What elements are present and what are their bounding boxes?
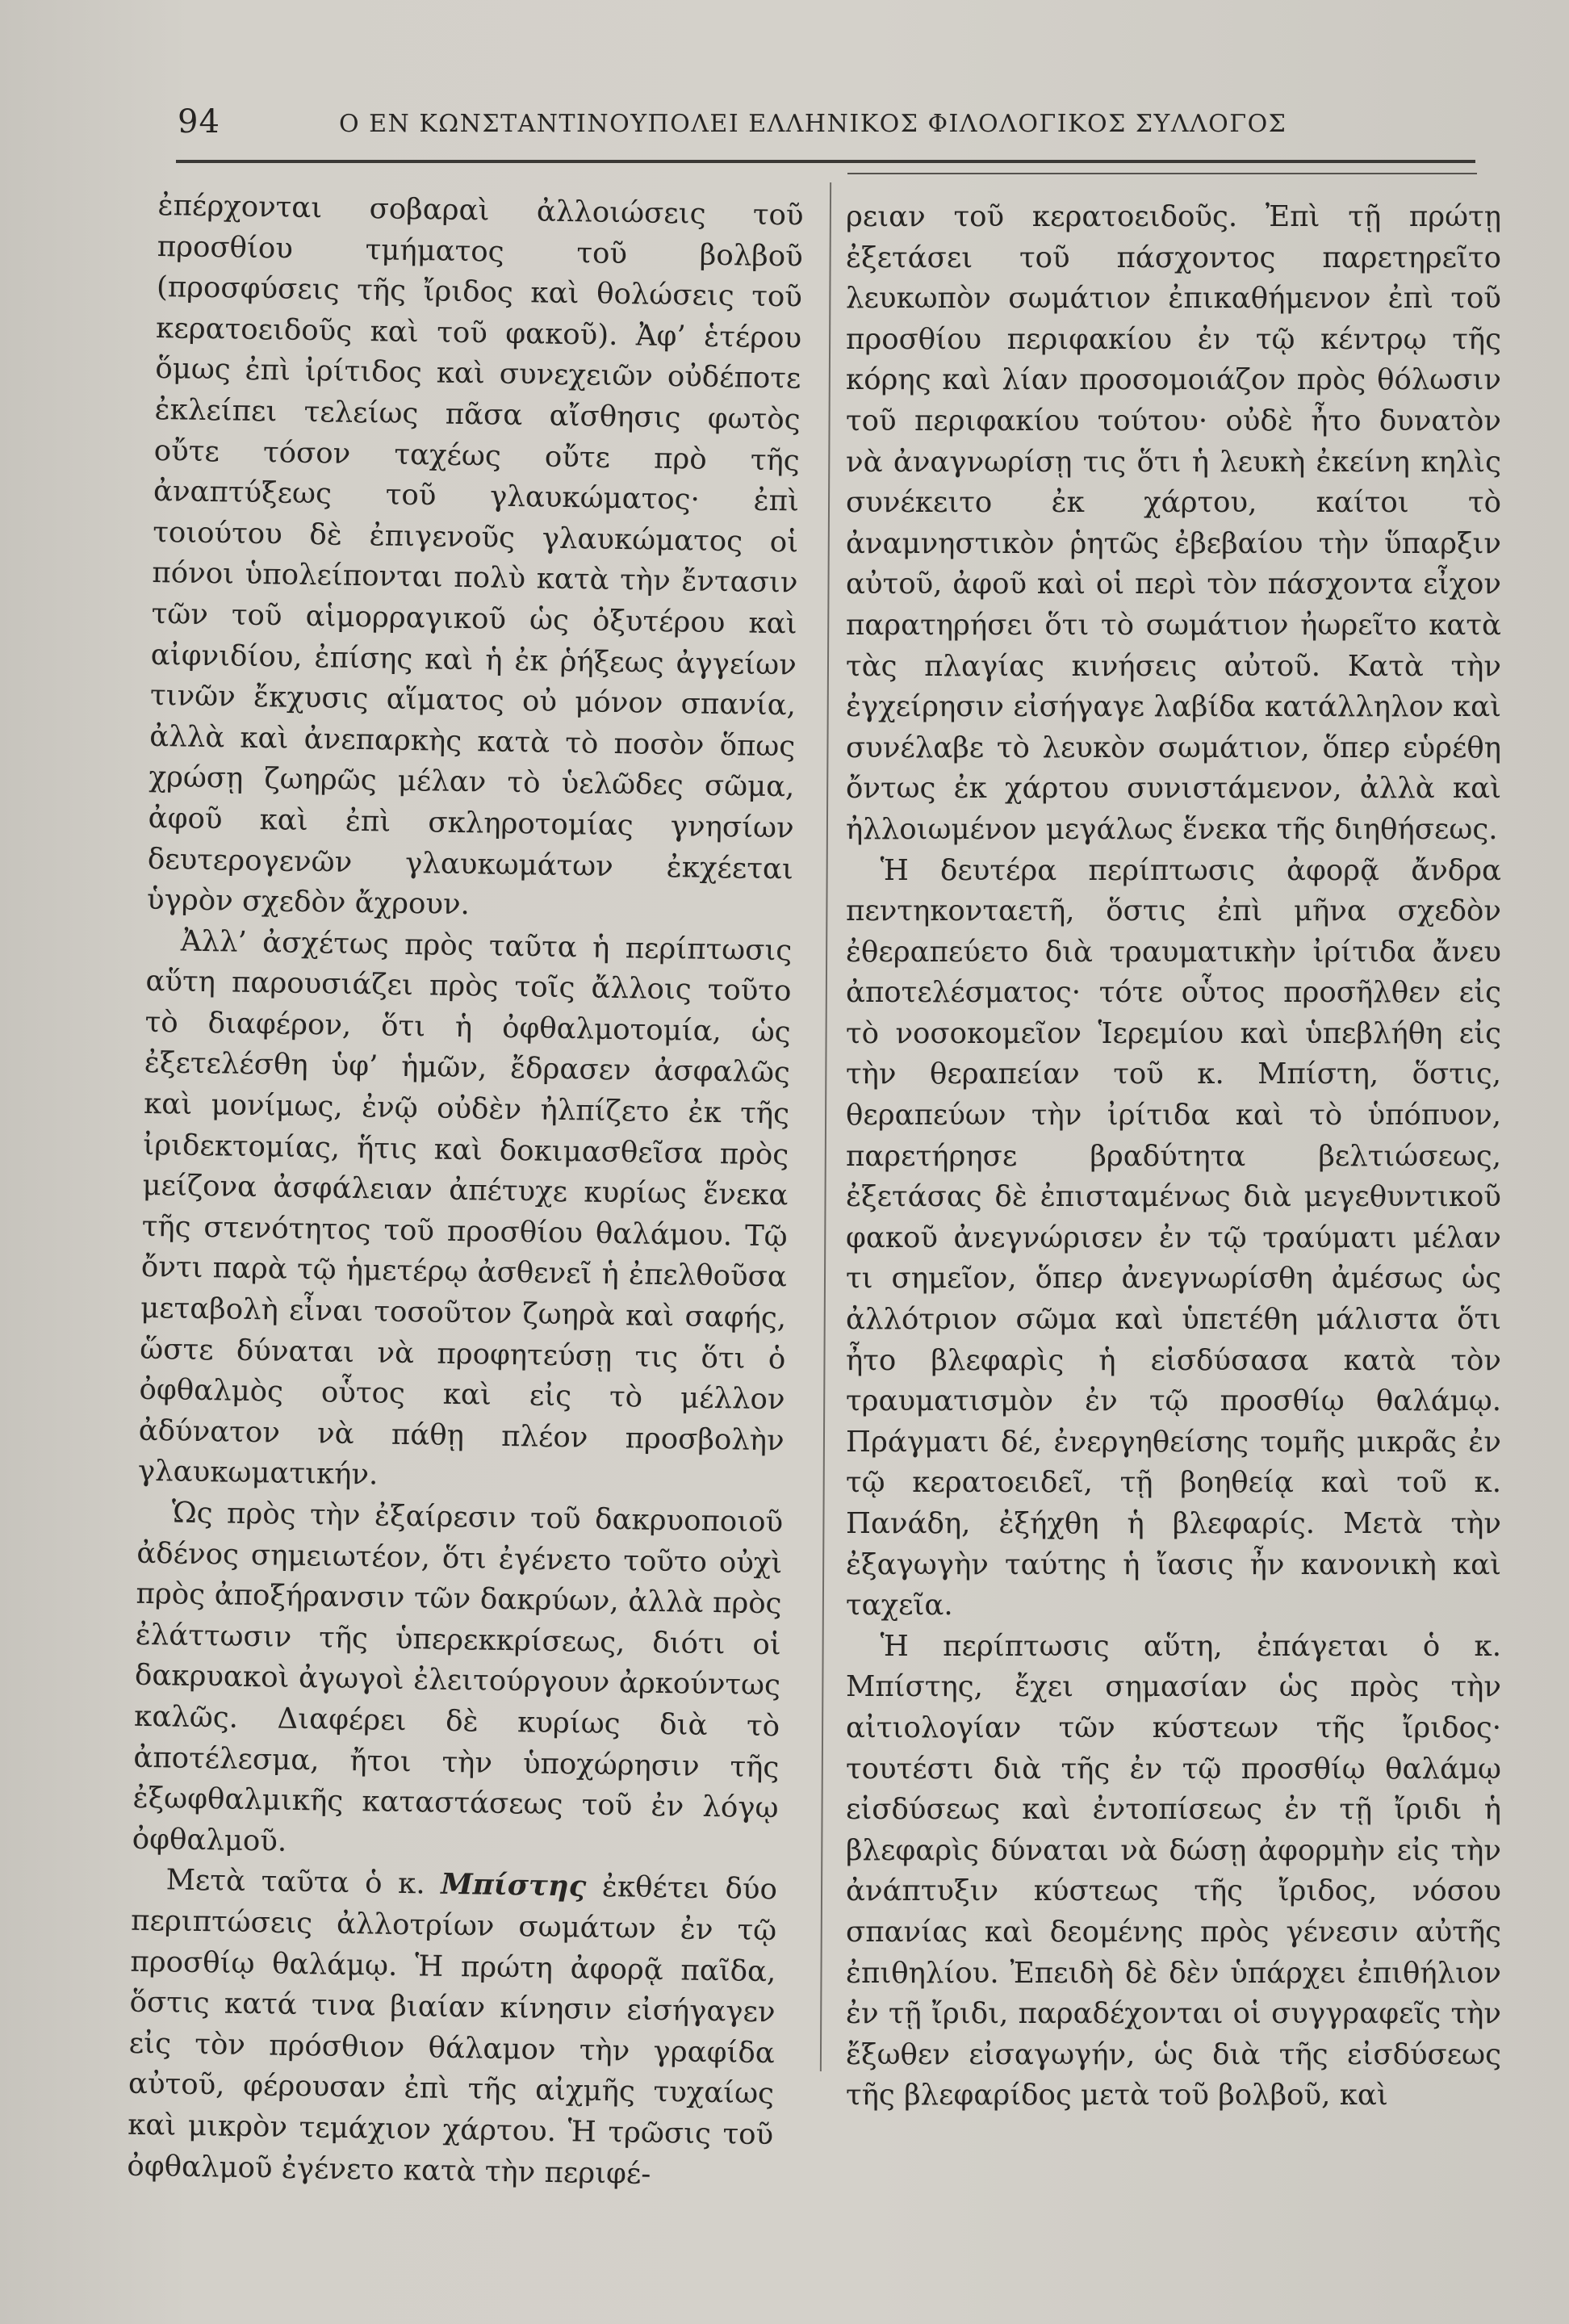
right-paragraph-1: ρειαν τοῦ κερατοειδοῦς. Ἐπὶ τῇ πρώτῃ ἐξετάσει τοῦ πάσχοντος παρετηρεῖτο λευκωπὸν σωμάτιον ἐπικαθήμενον ἐπὶ τοῦ προσθίου περιφακίου ἐν τῷ κέντρῳ τῆς κόρης καὶ λίαν προσομοιάζον πρὸς θόλωσιν τοῦ περιφακίου τούτου· οὐδὲ ἦτο δυνατὸν νὰ ἀναγνωρίσῃ τις ὅτι ἡ λευκὴ ἐκείνη κηλὶς συνέκειτο ἐκ χάρτου, καίτοι τὸ ἀναμνηστικὸν ῥητῶς ἐβεβαίου τὴν ὕπαρξιν αὐτοῦ, ἀφοῦ καὶ οἱ περὶ τὸν πάσχοντα εἶχον παρατηρήσει ὅτι τὸ σωμάτιον ἠωρεῖτο κατὰ τὰς πλαγίας κινήσεις αὐτοῦ. Κατὰ τὴν ἐγχείρησιν εἰσήγαγε λαβίδα κατάλληλον καὶ συνέλαβε τὸ λευκὸν σωμάτιον, ὅπερ εὑρέθη ὄντως ἐκ χάρτου συνιστάμενον, ἀλλὰ καὶ ἠλλοιωμένον μεγάλως ἕνεκα τῆς διηθήσεως. xyxy=(846,200,1501,846)
left-paragraph-4 xyxy=(127,1860,777,2196)
right-column xyxy=(846,197,1501,2117)
header-rule xyxy=(176,160,1475,163)
page-number: 94 xyxy=(178,103,220,140)
left-column xyxy=(127,186,804,2196)
speaker-name: Μπίστης xyxy=(441,1868,587,1903)
left-paragraph-2: Ἀλλ’ ἀσχέτως πρὸς ταῦτα ἡ περίπτωσις αὕτη παρουσιάζει πρὸς τοῖς ἄλλοις τοῦτο τὸ διαφέρον, ὅτι ἡ ὀφθαλμοτομία, ὡς ἐξετελέσθη ὑφ’ ἡμῶν, ἔδρασεν ἀσφαλῶς καὶ μονίμως, ἐνῷ οὐδὲν ἠλπίζετο ἐκ τῆς ἰριδεκτομίας, ἥτις καὶ δοκιμασθεῖσα πρὸς μείζονα ἀσφάλειαν ἀπέτυχε κυρίως ἕνεκα τῆς στενότητος τοῦ προσθίου θαλάμου. Τῷ ὄντι παρὰ τῷ ἡμετέρῳ ἀσθενεῖ ἡ ἐπελθοῦσα μεταβολὴ εἶναι τοσοῦτον ζωηρὰ καὶ σαφής, ὥστε δύναται νὰ προφητεύσῃ τις ὅτι ὁ ὀφθαλμὸς οὗτος καὶ εἰς τὸ μέλλον ἀδύνατον νὰ πάθῃ πλέον προσβολὴν γλαυκωματικήν. xyxy=(137,924,793,1492)
running-head xyxy=(169,103,1332,152)
left-paragraph-1: ἐπέρχονται σοβαραὶ ἀλλοιώσεις τοῦ προσθίου τμήματος τοῦ βολβοῦ (προσφύσεις τῆς ἴριδος καὶ θολώσεις τοῦ κερατοειδοῦς καὶ τοῦ φακοῦ). Ἀφ’ ἑτέρου ὅμως ἐπὶ ἰρίτιδος καὶ συνεχειῶν οὐδέποτε ἐκλείπει τελείως πᾶσα αἴσθησις φωτὸς οὔτε τόσον ταχέως οὔτε πρὸ τῆς ἀναπτύξεως τοῦ γλαυκώματος· ἐπὶ τοιούτου δὲ ἐπιγενοῦς γλαυκώματος οἱ πόνοι ὑπολείπονται πολὺ κατὰ τὴν ἔντασιν τῶν τοῦ αἱμορραγικοῦ ὡς ὀξυτέρου καὶ αἰφνιδίου, ἐπίσης καὶ ἡ ἐκ ῥήξεως ἀγγείων τινῶν ἔκχυσις αἵματος οὐ μόνον σπανία, ἀλλὰ καὶ ἀνεπαρκὴς κατὰ τὸ ποσὸν ὅπως χρώσῃ ζωηρῶς μέλαν τὸ ὑελῶδες σῶμα, ἀφοῦ καὶ ἐπὶ σκληροτομίας γνησίων δευτερογενῶν γλαυκωμάτων ἐκχέεται ὑγρὸν σχεδὸν ἄχρουν. xyxy=(146,188,804,922)
running-title: Ο ΕΝ ΚΩΝΣΤΑΝΤΙΝΟΥΠΟΛΕΙ ΕΛΛΗΝΙΚΟΣ ΦΙΛΟΛΟΓΙΚΟΣ ΣΥΛΛΟΓΟΣ xyxy=(339,110,1287,138)
column-divider xyxy=(820,182,831,2071)
paragraph-4-intro: Μετὰ ταῦτα ὁ κ. xyxy=(165,1863,441,1902)
right-paragraph-3: Ἡ περίπτωσις αὕτη, ἐπάγεται ὁ κ. Μπίστης, ἔχει σημασίαν ὡς πρὸς τὴν αἰτιολογίαν τῶν κύστεων τῆς ἴριδος· τουτέστι διὰ τῆς ἐν τῷ προσθίῳ θαλάμῳ εἰσδύσεως καὶ ἐντοπίσεως ἐν τῇ ἴριδι ἡ βλεφαρὶς δύναται νὰ δώσῃ ἀφορμὴν εἰς τὴν ἀνάπτυξιν κύστεως τῆς ἴριδος, νόσου σπανίας καὶ δεομένης πρὸς γένεσιν αὐτῆς ἐπιθηλίου. Ἐπειδὴ δὲ δὲν ὑπάρχει ἐπιθήλιον ἐν τῇ ἴριδι, παραδέχονται οἱ συγγραφεῖς τὴν ἔξωθεν εἰσαγωγήν, ὡς διὰ τῆς εἰσδύσεως τῆς βλεφαρίδος μετὰ τοῦ βολβοῦ, καὶ xyxy=(846,1629,1501,2113)
right-paragraph-2: Ἡ δευτέρα περίπτωσις ἀφορᾷ ἄνδρα πεντηκονταετῆ, ὅστις ἐπὶ μῆνα σχεδὸν ἐθεραπεύετο διὰ τραυματικὴν ἰρίτιδα ἄνευ ἀποτελέσματος· τότε οὗτος προσῆλθεν εἰς τὸ νοσοκομεῖον Ἱερεμίου καὶ ὑπεβλήθη εἰς τὴν θεραπείαν τοῦ κ. Μπίστη, ὅστις, θεραπεύων τὴν ἰρίτιδα καὶ τὸ ὑπόπυον, παρετήρησε βραδύτητα βελτιώσεως, ἐξετάσας δὲ ἐπισταμένως διὰ μεγεθυντικοῦ φακοῦ ἀνεγνώρισεν ἐν τῷ τραύματι μέλαν τι σημεῖον, ὅπερ ἀνεγνωρίσθη ἀμέσως ὡς ἀλλότριον σῶμα καὶ ὑπετέθη μάλιστα ὅτι ἦτο βλεφαρὶς ἡ εἰσδύσασα κατὰ τὸν τραυματισμὸν ἐν τῷ προσθίῳ θαλάμῳ. Πράγματι δέ, ἐνεργηθείσης τομῆς μικρᾶς ἐν τῷ κερατοειδεῖ, τῇ βοηθείᾳ καὶ τοῦ κ. Πανάδη, ἐξήχθη ἡ βλεφαρίς. Μετὰ τὴν ἐξαγωγὴν ταύτης ἡ ἴασις ἦν κανονικὴ καὶ ταχεῖα. xyxy=(846,853,1501,1623)
paragraph-4-body: ἐκθέτει δύο περιπτώσεις ἀλλοτρίων σωμάτων ἐν τῷ προσθίῳ θαλάμῳ. Ἡ πρώτη ἀφορᾷ παῖδα, ὅστις κατά τινα βιαίαν κίνησιν εἰσήγαγεν εἰς τὸν πρόσθιον θάλαμον τὴν γραφίδα αὐτοῦ, φέρουσαν ἐπὶ τῆς αἰχμῆς τυχαίως καὶ μικρὸν τεμάχιον χάρτου. Ἡ τρῶσις τοῦ ὀφθαλμοῦ ἐγένετο κατὰ τὴν περιφέ- xyxy=(127,1870,778,2191)
left-paragraph-3: Ὡς πρὸς τὴν ἐξαίρεσιν τοῦ δακρυοποιοῦ ἀδένος σημειωτέον, ὅτι ἐγένετο τοῦτο οὐχὶ πρὸς ἀποξήρανσιν τῶν δακρύων, ἀλλὰ πρὸς ἐλάττωσιν τῆς ὑπερεκκρίσεως, διότι οἱ δακρυακοὶ ἀγωγοὶ ἐλειτούργουν ἀρκούντως καλῶς. Διαφέρει δὲ κυρίως διὰ τὸ ἀποτέλεσμα, ἤτοι τὴν ὑποχώρησιν τῆς ἐξωφθαλμικῆς καταστάσεως τοῦ ἐν λόγῳ ὀφθαλμοῦ. xyxy=(132,1496,784,1858)
header-rule-secondary xyxy=(847,173,1477,174)
